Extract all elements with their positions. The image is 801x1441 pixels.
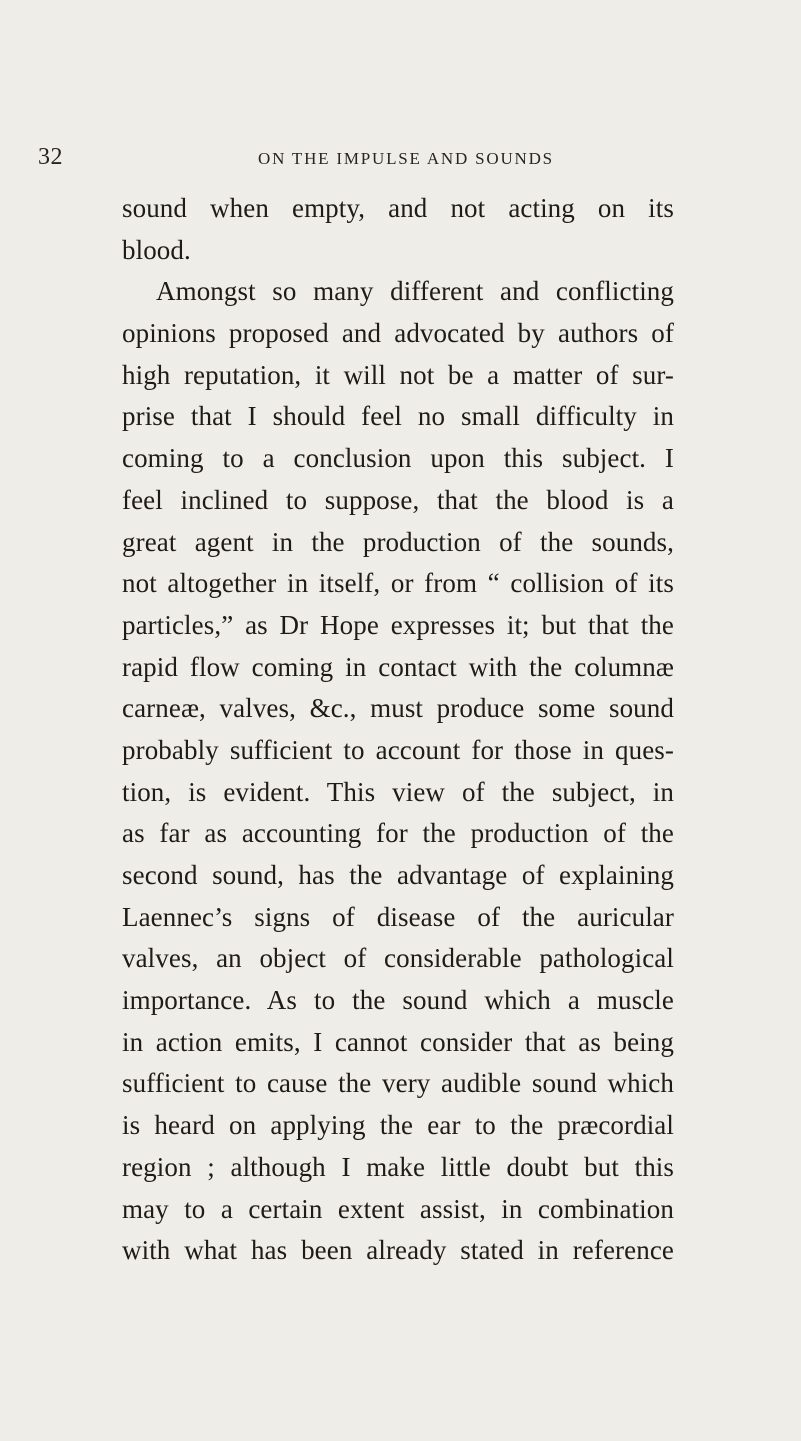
text-line: rapid flow coming in contact with the columnæ [122, 651, 674, 682]
text-line: sufficient to cause the very audible sound which [122, 1068, 674, 1099]
text-line: may to a certain extent assist, in combination [122, 1193, 674, 1224]
text-line: blood. [122, 234, 191, 265]
text-line: second sound, has the advantage of explaining [122, 860, 674, 890]
text-line: importance. As to the sound which a muscle [122, 985, 674, 1016]
text-line: is heard on applying the ear to the præcordial [122, 1110, 674, 1141]
text-line: Laennec’s signs of disease of the auricular [122, 901, 674, 932]
text-line: carneæ, valves, &c., must produce some sound [122, 693, 674, 724]
text-line: region ; although I make little doubt but this [122, 1151, 674, 1182]
text-line: opinions proposed and advocated by authors of [122, 318, 674, 349]
text-line: prise that I should feel no small difficulty in [122, 401, 674, 432]
text-line: sound when empty, and not acting on its [122, 193, 674, 223]
text-line: feel inclined to suppose, that the blood is a [122, 484, 674, 515]
text-line: great agent in the production of the sounds, [122, 526, 674, 557]
page-number: 32 [38, 144, 63, 170]
text-line: as far as accounting for the production of the [122, 818, 674, 849]
body-text [122, 188, 674, 1272]
text-line: particles,” as Dr Hope expresses it; but that the [122, 609, 674, 640]
paragraph-first-line: Amongst so many different and conflicting [156, 276, 674, 307]
text-line: in action emits, I cannot consider that as being [122, 1026, 674, 1057]
text-line: not altogether in itself, or from “ collision of its [122, 568, 674, 599]
text-line: with what has been already stated in reference [122, 1235, 674, 1266]
text-line: high reputation, it will not be a matter of sur- [122, 359, 674, 390]
text-line: valves, an object of considerable pathological [122, 943, 674, 974]
running-head: ON THE IMPULSE AND SOUNDS [258, 149, 554, 168]
text-line: probably sufficient to account for those in ques- [122, 734, 674, 765]
text-line: coming to a conclusion upon this subject. I [122, 443, 674, 474]
text-line: tion, is evident. This view of the subject, in [122, 776, 674, 807]
